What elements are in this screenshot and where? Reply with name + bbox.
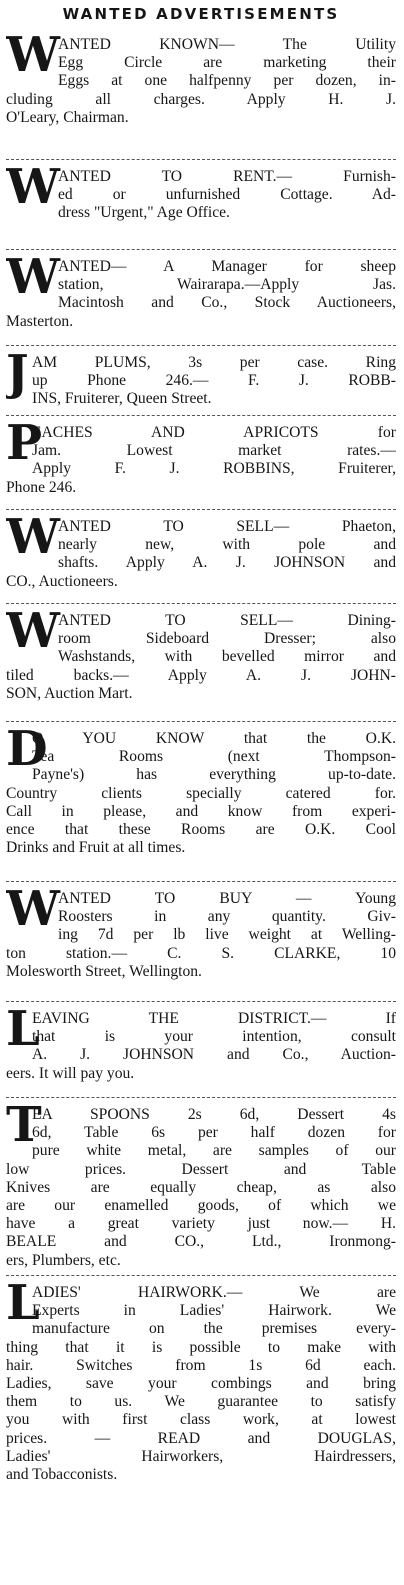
advertisement-text-line: ence that these Rooms are O.K. Cool: [6, 820, 396, 838]
advertisement-text-line: eers. It will pay you.: [6, 1064, 135, 1082]
advertisement-text-line: Call in please, and know from experi-: [6, 802, 396, 820]
advertisement-text-line: O YOU KNOW that the O.K.: [32, 730, 396, 747]
section-heading: WANTED ADVERTISEMENTS: [62, 5, 340, 23]
advertisement-text-line: Jam. Lowest market rates.—: [32, 442, 396, 460]
advertisement-text-line: ANTED TO RENT.— Furnish-: [58, 168, 396, 185]
advertisement-text-line: prices. — READ and DOUGLAS,: [6, 1429, 396, 1447]
drop-cap: T: [6, 1098, 42, 1153]
advertisement-text-line: tiled backs.— Apply A. J. JOHN-: [6, 666, 396, 684]
advertisement-text-line: shafts. Apply A. J. JOHNSON and: [58, 554, 396, 572]
advertisement-text-line: hair. Switches from 1s 6d each.: [6, 1356, 396, 1374]
advertisement-text-line: Country clients specially catered for.: [6, 784, 396, 802]
advertisement-text-line: EACHES AND APRICOTS for: [32, 424, 396, 441]
advertisement: [6, 160, 396, 250]
advertisement-text-line: ANTED KNOWN— The Utility: [58, 36, 396, 53]
advertisement: [6, 604, 396, 722]
advertisement-text-line: dress "Urgent," Age Office.: [58, 204, 230, 222]
advertisement-text-line: AM PLUMS, 3s per case. Ring: [32, 354, 396, 371]
advertisement-text-line: ers, Plumbers, etc.: [6, 1251, 121, 1269]
drop-cap: W: [6, 160, 60, 215]
advertisement-text-line: Masterton.: [6, 312, 74, 330]
advertisement-text-line: up Phone 246.— F. J. ROBB-: [32, 372, 396, 390]
drop-cap: W: [6, 882, 60, 937]
advertisement-text-line: cluding all charges. Apply H. J.: [6, 90, 396, 108]
advertisement-text-line: Ladies, save your combings and bring: [6, 1374, 396, 1392]
advertisement-text-line: ing 7d per lb live weight at Welling-: [58, 926, 396, 944]
advertisement-text-line: ed or unfurnished Cottage. Ad-: [58, 186, 396, 204]
advertisement-text-line: Roosters in any quantity. Giv-: [58, 908, 396, 926]
advertisement-text-line: Molesworth Street, Wellington.: [6, 962, 202, 980]
advertisement: [6, 510, 396, 604]
advertisement-text-line: you with first class work, at lowest: [6, 1411, 396, 1429]
advertisement-text-line: Phone 246.: [6, 478, 77, 496]
advertisement-text-line: ton station.— C. S. CLARKE, 10: [6, 944, 396, 962]
advertisement-text-line: nearly new, with pole and: [58, 536, 396, 554]
advertisement-text-line: Eggs at one halfpenny per dozen, in-: [58, 72, 396, 90]
advertisement: [6, 1002, 396, 1098]
drop-cap: D: [6, 722, 48, 777]
advertisement-text-line: Apply F. J. ROBBINS, Fruiterer,: [32, 460, 396, 478]
advertisement-text-line: Knives are equally cheap, as also: [6, 1178, 396, 1196]
advertisement-text-line: 6d, Table 6s per half dozen for: [32, 1124, 396, 1142]
drop-cap: W: [6, 28, 60, 83]
drop-cap: W: [6, 510, 60, 565]
advertisement: [6, 722, 396, 882]
drop-cap: J: [6, 346, 29, 401]
advertisement: [6, 250, 396, 346]
advertisement-text-line: Tea Rooms (next Thompson-: [32, 748, 396, 766]
advertisement-text-line: thing that it is possible to make with: [6, 1338, 396, 1356]
advertisement-text-line: O'Leary, Chairman.: [6, 108, 129, 126]
advertisement: [6, 346, 396, 416]
advertisement-text-line: pure white metal, are samples of our: [32, 1142, 396, 1160]
advertisement-text-line: and Tobacconists.: [6, 1465, 118, 1483]
advertisement-text-line: are our enamelled goods, of which we: [6, 1196, 396, 1214]
advertisements-list: [6, 28, 396, 1516]
advertisement-text-line: EAVING THE DISTRICT.— If: [32, 1010, 396, 1027]
advertisement-text-line: Egg Circle are marketing their: [58, 54, 396, 72]
advertisement-text-line: Washstands, with bevelled mirror and: [58, 648, 396, 666]
advertisement-text-line: A. J. JOHNSON and Co., Auction-: [32, 1046, 396, 1064]
advertisement-text-line: Payne's) has everything up-to-date.: [32, 766, 396, 784]
advertisement-text-line: them to us. We guarantee to satisfy: [6, 1393, 396, 1411]
advertisement-text-line: station, Wairarapa.—Apply Jas.: [58, 276, 396, 294]
advertisement-text-line: Ladies' Hairworkers, Hairdressers,: [6, 1447, 396, 1465]
advertisement-text-line: room Sideboard Dresser; also: [58, 630, 396, 648]
drop-cap: W: [6, 604, 60, 659]
advertisement-text-line: ANTED TO SELL— Dining-: [58, 612, 396, 629]
advertisement-text-line: Drinks and Fruit at all times.: [6, 839, 186, 857]
advertisement: [6, 28, 396, 160]
advertisement-text-line: ANTED TO BUY — Young: [58, 890, 396, 907]
advertisement-text-line: BEALE and CO., Ltd., Ironmong-: [6, 1233, 396, 1251]
advertisement-text-line: low prices. Dessert and Table: [6, 1160, 396, 1178]
drop-cap: L: [6, 1002, 40, 1057]
advertisement-text-line: ADIES' HAIRWORK.— We are: [32, 1284, 396, 1301]
advertisement-text-line: INS, Fruiterer, Queen Street.: [32, 390, 212, 408]
advertisement-text-line: Experts in Ladies' Hairwork. We: [32, 1302, 396, 1320]
advertisement-text-line: manufacture on the premises every-: [32, 1320, 396, 1338]
advertisement-text-line: SON, Auction Mart.: [6, 684, 133, 702]
advertisement: [6, 416, 396, 510]
advertisement: [6, 1098, 396, 1276]
advertisement: [6, 1276, 396, 1516]
advertisement-text-line: that is your intention, consult: [32, 1028, 396, 1046]
advertisement-text-line: CO., Auctioneers.: [6, 572, 118, 590]
advertisement-text-line: ANTED TO SELL— Phaeton,: [58, 518, 396, 535]
advertisement-text-line: ANTED— A Manager for sheep: [58, 258, 396, 275]
drop-cap: W: [6, 250, 60, 305]
drop-cap: P: [6, 416, 43, 471]
advertisement-text-line: Macintosh and Co., Stock Auctioneers,: [58, 294, 396, 312]
drop-cap: L: [6, 1276, 40, 1331]
advertisement-text-line: EA SPOONS 2s 6d, Dessert 4s: [32, 1106, 396, 1123]
advertisement-text-line: have a great variety just now.— H.: [6, 1215, 396, 1233]
advertisement: [6, 882, 396, 1002]
